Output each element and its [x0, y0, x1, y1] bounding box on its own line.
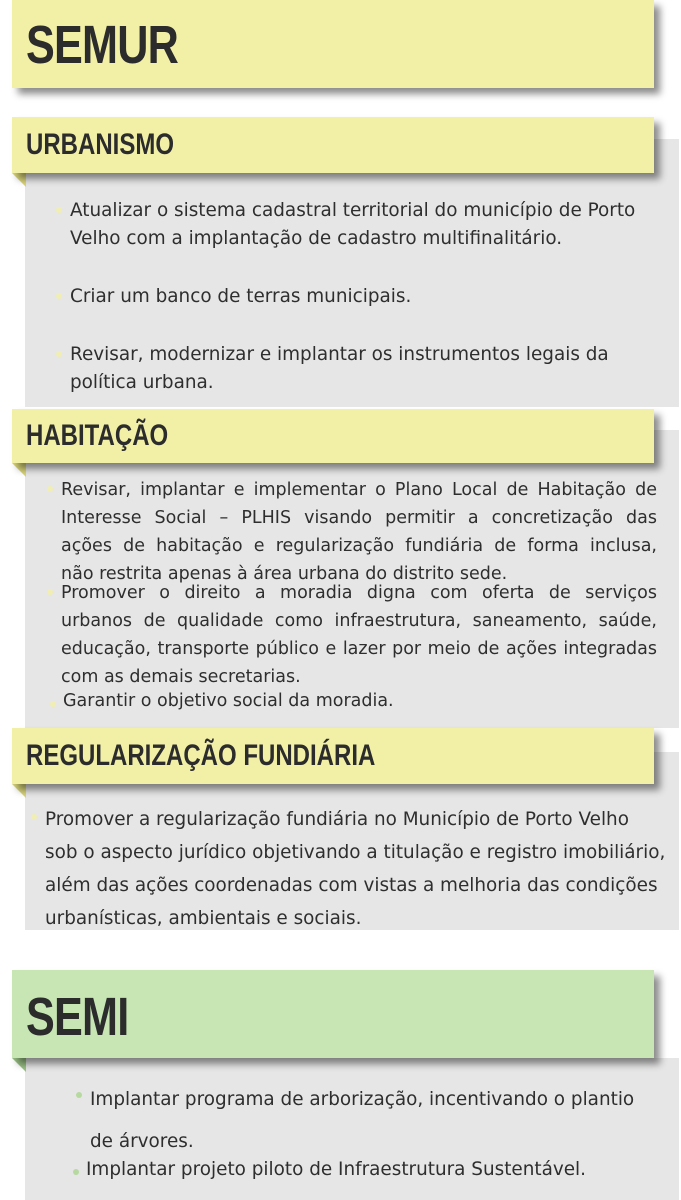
list-bullet	[47, 486, 53, 492]
list-bullet	[56, 293, 62, 299]
list-item-line: educação, transporte público e lazer por meio de ações integradas	[61, 639, 657, 659]
list-item-line: Implantar projeto piloto de Infraestrutura Sustentável.	[86, 1159, 587, 1180]
list-item-line: Garantir o objetivo social da moradia.	[63, 691, 394, 711]
list-item-line: ações de habitação e regularização fundiária de forma inclusa,	[61, 536, 657, 556]
list-item	[63, 687, 659, 715]
list-item-line: de árvores.	[90, 1131, 194, 1152]
list-bullet	[76, 1092, 82, 1098]
list-item	[70, 197, 660, 253]
list-item-line: Atualizar o sistema cadastral territorial do município de Porto	[70, 200, 636, 221]
list-bullet	[56, 351, 62, 357]
list-item-line: Revisar, implantar e implementar o Plano Local de Habitação de	[61, 480, 657, 500]
urbanismo-fold	[12, 173, 26, 187]
urbanismo-banner	[12, 117, 654, 173]
list-item	[61, 476, 657, 588]
regularizacao-banner	[12, 728, 654, 784]
list-item-line: sob o aspecto jurídico objetivando a titulação e registro imobiliário,	[45, 842, 666, 863]
habitacao-banner	[12, 409, 654, 463]
list-item	[70, 283, 660, 311]
list-item-line: política urbana.	[70, 372, 214, 393]
list-item	[70, 341, 660, 397]
semi-banner	[12, 970, 654, 1058]
list-item-line: urbanos de qualidade como infraestrutura, saneamento, saúde,	[61, 611, 657, 631]
list-bullet	[47, 589, 53, 595]
list-item-line: Revisar, modernizar e implantar os instrumentos legais da	[70, 344, 609, 365]
list-item-line: Implantar programa de arborização, incentivando o plantio	[90, 1089, 635, 1110]
regularizacao-fold	[12, 784, 26, 798]
list-item-line: Interesse Social – PLHIS visando permitir a concretização das	[61, 508, 657, 528]
habitacao-fold	[12, 463, 26, 477]
list-item-line: não restrita apenas à área urbana do distrito sede.	[61, 564, 508, 584]
list-item	[90, 1079, 670, 1163]
semi-fold	[12, 1058, 26, 1072]
list-bullet	[56, 207, 62, 213]
regularizacao-heading: REGULARIZAÇÃO FUNDIÁRIA	[26, 739, 376, 772]
list-item-line: além das ações coordenadas com vistas a melhoria das condições	[45, 875, 658, 896]
list-bullet	[73, 1169, 79, 1175]
semi-title: SEMI	[26, 987, 129, 1047]
list-item-line: Criar um banco de terras municipais.	[70, 286, 412, 307]
habitacao-heading: HABITAÇÃO	[26, 419, 169, 452]
list-item-line: urbanísticas, ambientais e sociais.	[45, 908, 362, 929]
semur-title: SEMUR	[26, 15, 179, 75]
list-bullet	[31, 814, 37, 820]
list-item-line: Promover o direito a moradia digna com oferta de serviços	[61, 583, 657, 603]
list-item	[61, 579, 657, 691]
semur-banner	[12, 0, 654, 88]
list-bullet	[50, 701, 56, 707]
urbanismo-heading: URBANISMO	[26, 128, 174, 161]
list-item-line: Promover a regularização fundiária no Município de Porto Velho	[45, 809, 629, 830]
list-item-line: Velho com a implantação de cadastro multifinalitário.	[70, 228, 563, 249]
list-item	[45, 803, 679, 935]
list-item-line: com as demais secretarias.	[61, 667, 301, 687]
list-item	[86, 1156, 666, 1184]
